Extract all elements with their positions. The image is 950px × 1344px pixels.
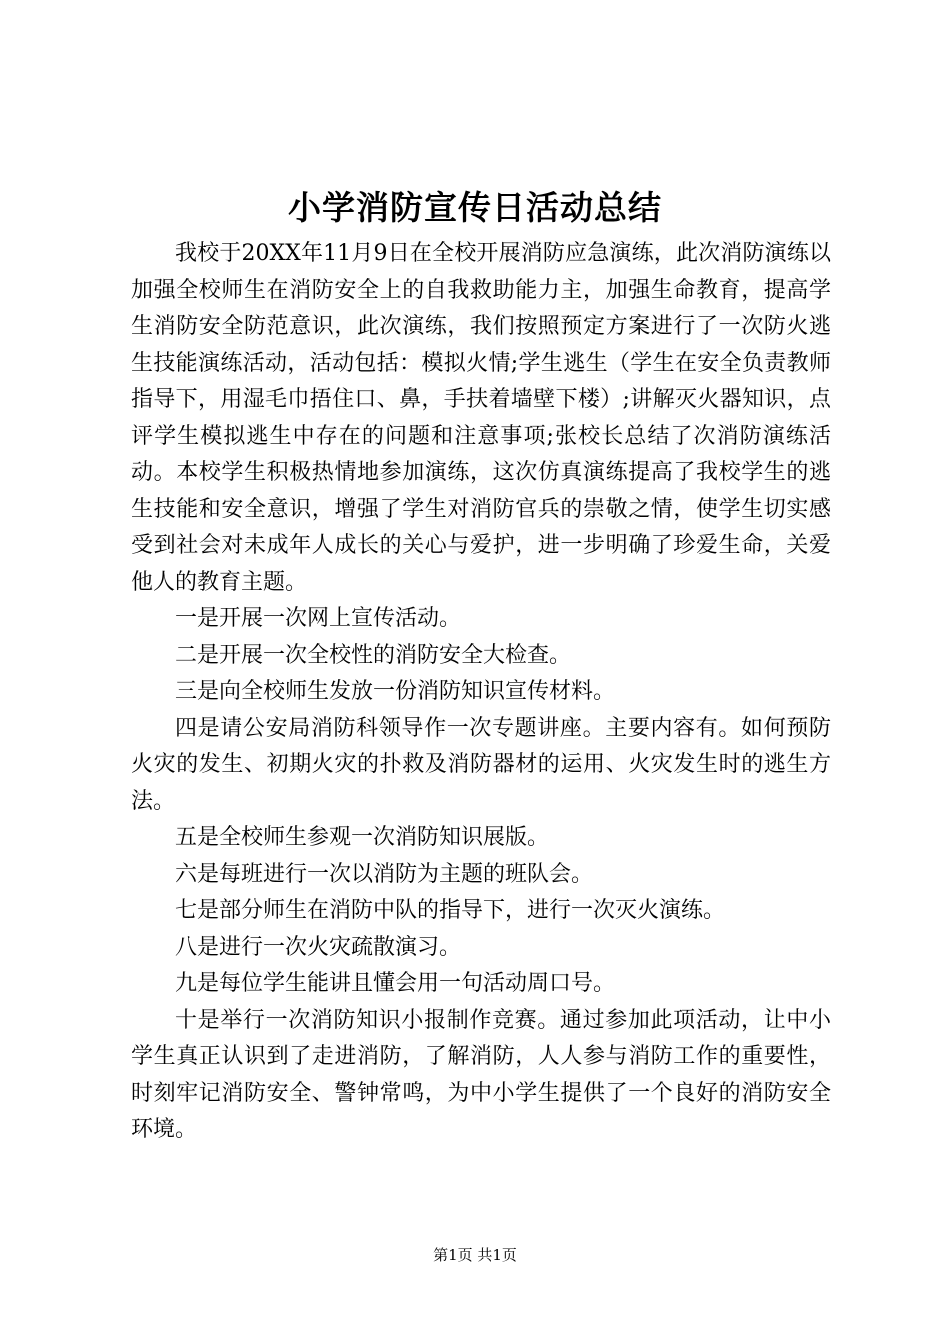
paragraph-item-9: 九是每位学生能讲且懂会用一句活动周口号。	[175, 971, 616, 996]
paragraph-item-2: 二是开展一次全校性的消防安全大检查。	[175, 642, 572, 668]
document-body	[131, 236, 831, 1149]
page-footer: 第1页 共1页	[433, 1246, 517, 1264]
paragraph-item-8: 八是进行一次火灾疏散演习。	[175, 934, 462, 960]
paragraph-item-10: 十是举行一次消防知识小报制作竞赛。通过参加此项活动，让中小学生真正认识到了走进消防，了解消防，人人参与消防工作的重要性，时刻牢记消防安全、警钟常鸣，为中小学生提供了一个良好的消防安全环境。	[131, 1007, 831, 1142]
paragraph-item-3: 三是向全校师生发放一份消防知识宣传材料。	[175, 679, 616, 704]
paragraph-intro: 我校于20XX年11月9日在全校开展消防应急演练，此次消防演练以加强全校师生在消防安全上的自我救助能力主，加强生命教育，提高学生消防安全防范意识，此次演练，我们按照预定方案进行了一次防火逃生技能演练活动，活动包括：模拟火情;学生逃生（学生在安全负责教师指导下，用湿毛巾捂住口、鼻，手扶着墙壁下楼）;讲解灭火器知识，点评学生模拟逃生中存在的问题和注意事项;张校长总结了次消防演练活动。本校学生积极热情地参加演练，这次仿真演练提高了我校学生的逃生技能和安全意识，增强了学生对消防官兵的崇敬之情，使学生切实感受到社会对未成年人成长的关心与爱护，进一步明确了珍爱生命，关爱他人的教育主题。	[131, 241, 831, 595]
paragraph-item-4: 四是请公安局消防科领导作一次专题讲座。主要内容有。如何预防火灾的发生、初期火灾的扑救及消防器材的运用、火灾发生时的逃生方法。	[131, 715, 831, 814]
paragraph-item-1: 一是开展一次网上宣传活动。	[175, 606, 462, 631]
paragraph-item-6: 六是每班进行一次以消防为主题的班队会。	[175, 861, 594, 887]
paragraph-item-7: 七是部分师生在消防中队的指导下，进行一次灭火演练。	[175, 898, 726, 923]
paragraph-item-5: 五是全校师生参观一次消防知识展版。	[175, 825, 550, 850]
document-title: 小学消防宣传日活动总结	[288, 188, 662, 227]
